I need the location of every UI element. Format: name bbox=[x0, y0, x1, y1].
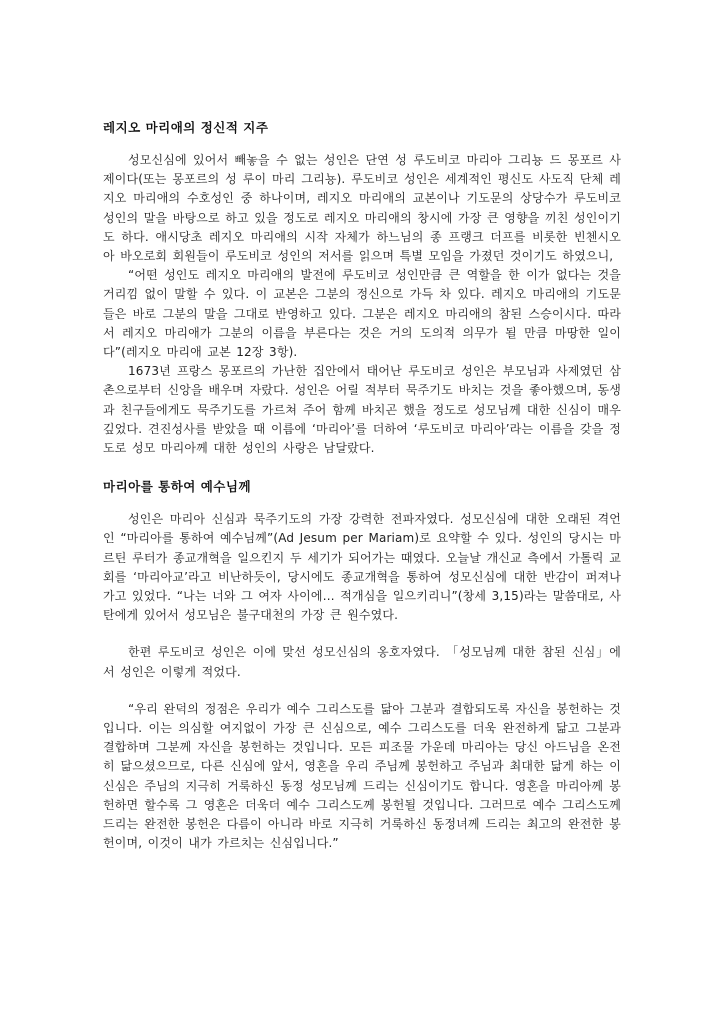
document-page bbox=[103, 118, 621, 854]
paragraph-ad-jesum: 성인은 마리아 신심과 묵주기도의 가장 강력한 전파자였다. 성모신심에 대한 오래된 격언인 “마리아를 통하여 예수님께”(Ad Jesum per Mariam)로 요약할 수 있다. 성인의 당시는 마르틴 루터가 종교개혁을 일으킨지 두 세기가 되어가는 때였다. 오늘날 개신교 측에서 가톨릭 교회를 ‘마리아교’라고 비난하듯이, 당시에도 종교개혁을 통하여 성모신심에 대한 반감이 퍼져나가고 있었다. “나는 너와 그 여자 사이에… 적개심을 일으키리니”(창세 3,15)라는 말씀대로, 사탄에게 있어서 성모님은 불구대천의 가장 큰 원수였다. bbox=[103, 512, 621, 623]
paragraph-intro: 성모신심에 있어서 빼놓을 수 없는 성인은 단연 성 루도비코 마리아 그리뇽 드 몽포르 사제이다(또는 몽포르의 성 루이 마리 그리뇽). 루도비코 성인은 세계적인 평신도 사도직 단체 레지오 마리애의 수호성인 중 하나이며, 레지오 마리애의 교본이나 기도문의 상당수가 루도비코 성인의 말을 바탕으로 하고 있을 정도로 레지오 마리애의 창시에 가장 큰 영향을 끼친 성인이기도 하다. 애시당초 레지오 마리애의 시작 자체가 하느님의 종 프랭크 더프를 비롯한 빈첸시오 아 바오로회 회원들이 루도비코 성인의 저서를 읽으며 특별 모임을 가졌던 것이기도 하였으니, bbox=[103, 153, 621, 264]
spacer bbox=[103, 682, 621, 700]
paragraph-handbook-quote: “어떤 성인도 레지오 마리애의 발전에 루도비코 성인만큼 큰 역할을 한 이가 없다는 것을 거리낌 없이 말할 수 있다. 이 교본은 그분의 정신으로 가득 차 있다. 레지오 마리애의 기도문들은 바로 그분의 말을 그대로 반영하고 있다. 그분은 레지오 마리애의 참된 스승이시다. 따라서 레지오 마리애가 그분의 이름을 부른다는 것은 거의 도의적 의무가 될 만큼 마땅한 일이다”(레지오 마리애 교본 12장 3항). bbox=[103, 268, 621, 360]
section-heading-legio-spiritual-pillar: 레지오 마리애의 정신적 지주 bbox=[103, 120, 269, 135]
spacer bbox=[103, 625, 621, 643]
spacer bbox=[103, 137, 621, 151]
paragraph-defender: 한편 루도비코 성인은 이에 맞선 성모신심의 옹호자였다. 「성모님께 대한 참된 신심」에서 성인은 이렇게 적었다. bbox=[103, 645, 621, 679]
section-heading-through-mary-to-jesus: 마리아를 통하여 예수님께 bbox=[103, 479, 252, 495]
paragraph-biography: 1673년 프랑스 몽포르의 가난한 집안에서 태어난 루도비코 성인은 부모님과 사제였던 삼촌으로부터 신앙을 배우며 자랐다. 성인은 어릴 적부터 묵주기도 바치는 것을 좋아했으며, 동생과 친구들에게도 묵주기도를 가르쳐 주어 함께 바치곤 했을 정도로 성모님께 대한 신심이 매우 깊었다. 견진성사를 받았을 때 이름에 ‘마리아’를 더하여 ‘루도비코 마리아’라는 이름을 갖을 정도로 성모 마리아께 대한 성인의 사랑은 남달랐다. bbox=[103, 364, 621, 456]
paragraph-true-devotion-quote: “우리 완덕의 정점은 우리가 예수 그리스도를 닮아 그분과 결합되도록 자신을 봉헌하는 것입니다. 이는 의심할 여지없이 가장 큰 신심으로, 예수 그리스도를 더욱 완전하게 닮고 그분과 결합하며 그분께 자신을 봉헌하는 것입니다. 모든 피조물 가운데 마리아는 당신 아드님을 온전히 닮으셨으므로, 다른 신심에 앞서, 영혼을 우리 주님께 봉헌하고 주님과 최대한 닮게 하는 이 신심은 주님의 지극히 거룩하신 동정 성모님께 드리는 신심이기도 합니다. 영혼을 마리아께 봉헌하면 할수록 그 영혼은 더욱더 예수 그리스도께 봉헌될 것입니다. 그러므로 예수 그리스도께 드리는 완전한 봉헌은 다름이 아니라 바로 지극히 거룩하신 동정녀께 드리는 최고의 완전한 봉헌이며, 이것이 내가 가르치는 신심입니다.” bbox=[103, 701, 621, 851]
spacer bbox=[103, 458, 621, 477]
spacer bbox=[103, 496, 621, 510]
